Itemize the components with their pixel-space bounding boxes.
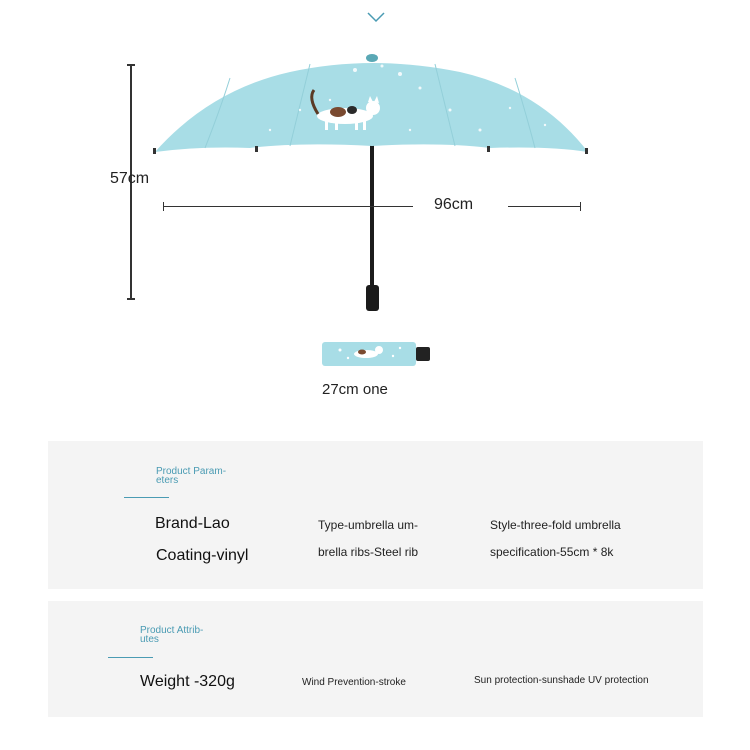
product-parameters-underline xyxy=(124,497,169,498)
product-parameters-title-line2: eters xyxy=(156,475,179,486)
width-dimension-cap-left xyxy=(163,202,164,211)
height-dimension-cap-top xyxy=(127,64,135,66)
type-text-line1: Type-umbrella um- xyxy=(318,518,419,532)
width-dimension-cap-right xyxy=(580,202,581,211)
height-dimension-cap-bottom xyxy=(127,298,135,300)
style-text: Style-three-fold umbrella xyxy=(490,518,621,532)
width-dimension-line-left xyxy=(163,206,413,207)
folded-length-label: 27cm one xyxy=(322,381,388,398)
product-attributes-title-line2: utes xyxy=(140,634,159,645)
chevron-down-icon xyxy=(366,10,386,24)
umbrella-open-image xyxy=(150,50,600,320)
product-attributes-title-line1: Product Attrib- xyxy=(140,625,204,636)
brand-text: Brand-Lao xyxy=(155,515,230,532)
coating-text: Coating-vinyl xyxy=(156,547,249,564)
height-label: 57cm xyxy=(110,170,150,187)
product-attributes-underline xyxy=(108,657,153,658)
specification-text: specification-55cm * 8k xyxy=(490,545,614,559)
product-parameters-panel xyxy=(48,441,703,589)
product-attributes-panel xyxy=(48,601,703,717)
sun-protection-text: Sun protection-sunshade UV protection xyxy=(474,675,649,686)
wind-prevention-text: Wind Prevention-stroke xyxy=(302,677,406,688)
width-label: 96cm xyxy=(434,196,474,213)
weight-text: Weight -320g xyxy=(140,673,235,690)
width-dimension-line-right xyxy=(508,206,581,207)
product-parameters-title xyxy=(156,467,246,485)
product-attributes-title xyxy=(140,626,230,644)
umbrella-folded-image xyxy=(318,338,436,370)
type-text-line2: brella ribs-Steel rib xyxy=(318,545,419,559)
product-parameters-title-line1: Product Param- xyxy=(156,466,227,477)
